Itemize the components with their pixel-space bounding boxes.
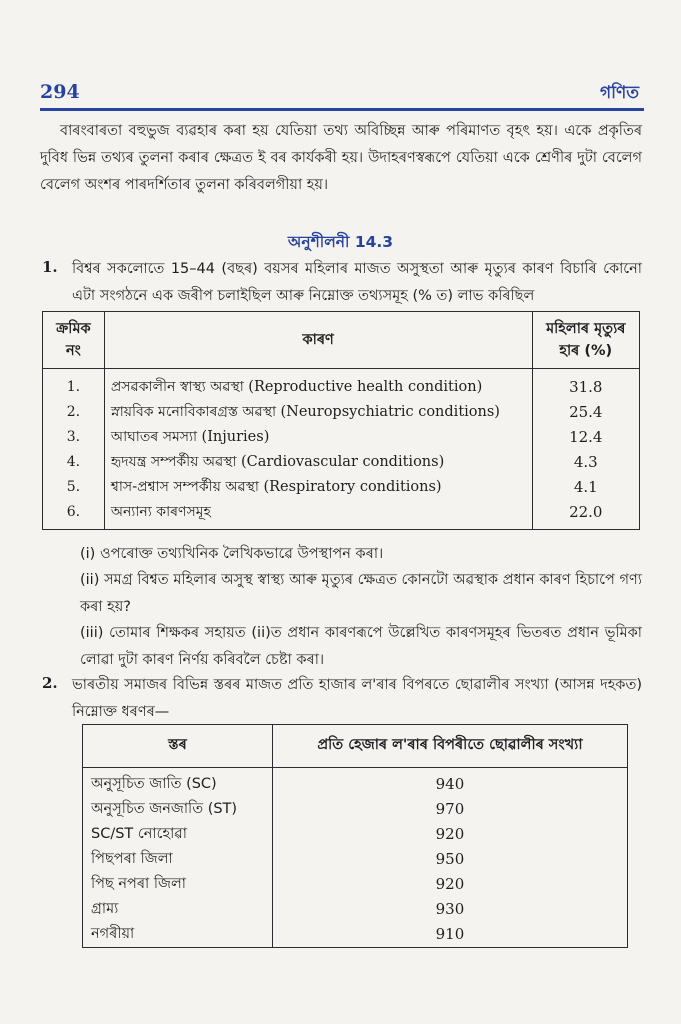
- header-girls-per-thousand: প্ৰতি হেজাৰ ল'ৰাৰ বিপৰীতে ছোৱালীৰ সংখ্যা: [272, 725, 627, 768]
- question-1-text: বিশ্বৰ সকলোতে 15–44 (বছৰ) বয়সৰ মহিলাৰ মাজত অসুস্থতা আৰু মৃত্যুৰ কাৰণ বিচাৰি কোনো এটা সংগঠনে এক জৰীপ চলাইছিল আৰু নিম্নোক্ত তথ্যসমূহ (% ত) লাভ কৰিছিল: [72, 261, 642, 304]
- header-rate-line2: হাৰ (%): [559, 343, 613, 359]
- serial-cell: 5.: [43, 475, 105, 500]
- running-head: গণিত: [599, 83, 639, 103]
- value-cell: 970: [272, 797, 627, 822]
- value-cell: 930: [272, 897, 627, 922]
- table-row: [83, 768, 628, 798]
- header-cause: কাৰণ: [104, 312, 532, 369]
- rate-cell: 22.0: [532, 500, 639, 530]
- table-row: [83, 922, 628, 948]
- table-row: [83, 872, 628, 897]
- cause-assamese: হৃদযন্ত্ৰ সম্পৰ্কীয় অৱস্থা: [110, 454, 237, 470]
- value-cell: 950: [272, 847, 627, 872]
- header-rate-line1: মহিলাৰ মৃত্যুৰ: [546, 321, 626, 337]
- table-row: [43, 500, 640, 530]
- rate-cell: 4.1: [532, 475, 639, 500]
- cause-cell: [104, 475, 532, 500]
- stratum-cell: গ্ৰাম্য: [83, 897, 273, 922]
- table-row: [43, 369, 640, 401]
- exercise-title: অনুশীলনী 14.3: [287, 233, 394, 251]
- table-row: [83, 847, 628, 872]
- header-serial-line1: ক্ৰমিক: [56, 321, 91, 337]
- cause-english: (Reproductive health condition): [248, 379, 483, 395]
- rate-cell: 31.8: [532, 369, 639, 401]
- serial-cell: 4.: [43, 450, 105, 475]
- cause-cell: [104, 450, 532, 475]
- stratum-cell: নগৰীয়া: [83, 922, 273, 948]
- table-row: [83, 797, 628, 822]
- table-row: [83, 897, 628, 922]
- cause-assamese: শ্বাস-প্ৰশ্বাস সম্পৰ্কীয় অৱস্থা: [110, 479, 259, 495]
- cause-assamese: আঘাতৰ সমস্যা: [110, 429, 198, 445]
- rate-cell: 4.3: [532, 450, 639, 475]
- header-rule: [40, 108, 644, 111]
- cause-cell: [104, 500, 532, 530]
- value-cell: 920: [272, 822, 627, 847]
- cause-english: (Cardiovascular conditions): [240, 454, 445, 470]
- serial-cell: 3.: [43, 425, 105, 450]
- table-row: [83, 822, 628, 847]
- cause-cell: [104, 369, 532, 401]
- rate-cell: 12.4: [532, 425, 639, 450]
- question-1-part-iii: (iii) তোমাৰ শিক্ষকৰ সহায়ত (ii)ত প্ৰধান কাৰণৰূপে উল্লেখিত কাৰণসমূহৰ ভিতৰত প্ৰধান ভূমিকা লোৱা দুটা কাৰণ নিৰ্ণয় কৰিবলৈ চেষ্টা কৰা।: [80, 625, 642, 668]
- question-2-text: ভাৰতীয় সমাজৰ বিভিন্ন স্তৰৰ মাজত প্ৰতি হাজাৰ ল'ৰাৰ বিপৰতে ছোৱালীৰ সংখ্যা (আসন্ন দহকত) নিম্নোক্ত ধৰণৰ—: [72, 677, 642, 720]
- stratum-cell: অনুসূচিত জাতি (SC): [83, 768, 273, 798]
- value-cell: 940: [272, 768, 627, 798]
- serial-cell: 6.: [43, 500, 105, 530]
- stratum-cell: পিছপৰা জিলা: [83, 847, 273, 872]
- cause-cell: [104, 400, 532, 425]
- table-header-row: [43, 312, 640, 369]
- serial-cell: 1.: [43, 369, 105, 401]
- value-cell: 920: [272, 872, 627, 897]
- table-header-row: [83, 725, 628, 768]
- table-row: [43, 450, 640, 475]
- page-number: 294: [40, 81, 80, 103]
- rate-cell: 25.4: [532, 400, 639, 425]
- cause-cell: [104, 425, 532, 450]
- cause-english: (Respiratory conditions): [263, 479, 442, 495]
- stratum-cell: SC/ST নোহোৱা: [83, 822, 273, 847]
- table-row: [43, 425, 640, 450]
- serial-cell: 2.: [43, 400, 105, 425]
- header-stratum: স্তৰ: [83, 725, 273, 768]
- stratum-cell: পিছ নপৰা জিলা: [83, 872, 273, 897]
- cause-assamese: অন্যান্য কাৰণসমূহ: [110, 504, 211, 520]
- table-row: [43, 475, 640, 500]
- question-1-number: 1.: [42, 258, 58, 276]
- intro-paragraph: বাৰংবাৰতা বহুভুজ ব্যৱহাৰ কৰা হয় যেতিয়া তথ্য অবিচ্ছিন্ন আৰু পৰিমাণত বৃহৎ হয়। একে প্ৰকৃতিৰ দুবিধ ভিন্ন তথ্যৰ তুলনা কৰাৰ ক্ষেত্ৰত ই বৰ কাৰ্যকৰী হয়। উদাহৰণস্বৰূপে যেতিয়া একে শ্ৰেণীৰ দুটা বেলেগ বেলেগ অংশৰ পাৰদৰ্শিতাৰ তুলনা কৰিবলগীয়া হয়।: [40, 123, 642, 193]
- stratum-cell: অনুসূচিত জনজাতি (ST): [83, 797, 273, 822]
- value-cell: 910: [272, 922, 627, 948]
- table-row: [43, 400, 640, 425]
- question-1-part-i: (i) ওপৰোক্ত তথ্যখিনিক লৈখিকভাৱে উপস্থাপন কৰা।: [80, 546, 384, 562]
- question-2-number: 2.: [42, 674, 58, 692]
- sex-ratio-table: [82, 724, 628, 948]
- cause-english: (Injuries): [201, 429, 270, 445]
- header-serial: [43, 312, 105, 369]
- cause-of-death-table: [42, 311, 640, 530]
- cause-english: (Neuropsychiatric conditions): [280, 404, 500, 420]
- cause-assamese: প্ৰসৱকালীন স্বাস্থ্য অৱস্থা: [110, 379, 244, 395]
- cause-assamese: স্নায়বিক মনোবিকাৰগ্ৰস্ত অৱস্থা: [110, 404, 277, 420]
- header-rate: [532, 312, 639, 369]
- header-serial-line2: নং: [65, 343, 81, 359]
- question-1-part-ii: (ii) সমগ্ৰ বিশ্বত মহিলাৰ অসুস্থ স্বাস্থ্য আৰু মৃত্যুৰ ক্ষেত্ৰত কোনটো অৱস্থাক প্ৰধান কাৰণ হিচাপে গণ্য কৰা হয়?: [80, 572, 642, 615]
